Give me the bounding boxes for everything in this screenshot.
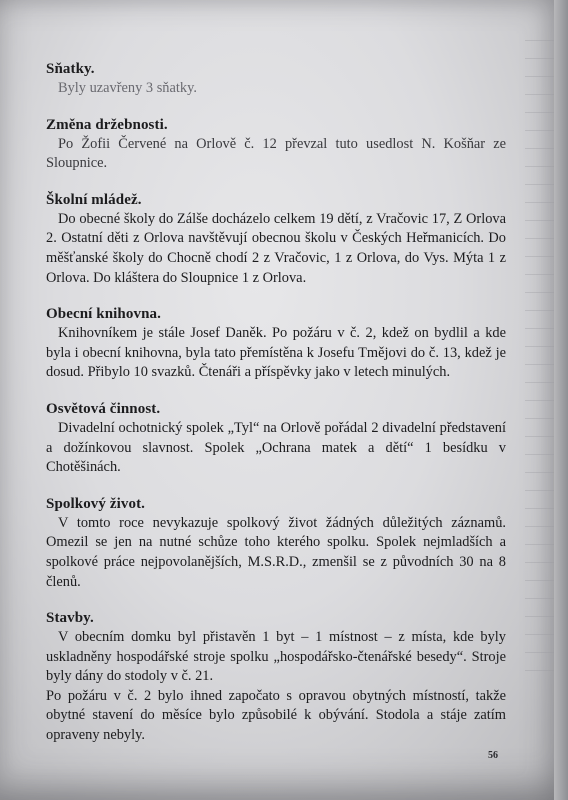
section-heading: Sňatky.: [46, 61, 95, 77]
bleed-through-lines: [525, 40, 555, 730]
page-edge-shadow: [554, 0, 568, 800]
section-paragraph: Po požáru v č. 2 bylo ihned započato s opravou obytných místností, takže obytné stavení do měsíce bylo způsobilé k obývání. Stodola a stáje zatím opraveny nebyly.: [46, 687, 506, 744]
section-school-youth: [46, 191, 506, 288]
section-heading: Změna držebnosti.: [46, 116, 168, 133]
section-heading: Stavby.: [46, 610, 94, 627]
section-paragraph: Po Žofii Červené na Orlově č. 12 převzal tuto usedlost N. Košňar ze Sloupnice.: [46, 135, 506, 172]
section-paragraph: Knihovníkem je stále Josef Daněk. Po požáru v č. 2, kdež on bydlil a kde byla i obecní knihovna, byla tato přemístěna k Josefu Tmějovi do č. 13, kdež je dosud. Přibylo 10 svazků. Čtenáři a příspěvky jako v letech minulých.: [46, 325, 506, 381]
section-heading: Spolkový život.: [46, 495, 146, 512]
section-paragraph: V obecním domku byl přistavěn 1 byt – 1 místnost – z místa, kde byly uskladněny hospodářské stroje spolku „hospodářsko-čtenářské besedy“. Stroje byly dány do stodoly v č. 21.: [46, 629, 506, 685]
section-paragraph: Divadelní ochotnický spolek „Tyl“ na Orlově pořádal 2 divadelní představení a dožínkovou slavnost. Spolek „Ochrana matek a dětí“ 1 besídku v Chotěšinách.: [46, 419, 506, 476]
section-heading: Školní mládež.: [46, 191, 142, 208]
section-paragraph: Do obecné školy do Zálše docházelo celkem 19 dětí, z Vračovic 17, Z Orlova 2. Ostatní děti z Orlova navštěvují obecnou školu v Českých Heřmanicích. Do měšťanské školy do Chocně chodí 2 z Vračovic, 1 z Orlova, do Vys. Mýta 1 z Orlova. Do kláštera do Sloupnice 1 z Orlova.: [46, 210, 506, 286]
section-cultural-activity: [46, 400, 506, 478]
section-club-life: [46, 495, 506, 592]
section-marriages: [46, 60, 506, 99]
section-buildings: [46, 609, 506, 746]
chronicle-text: [46, 60, 506, 763]
section-heading: Obecní knihovna.: [46, 306, 161, 323]
section-ownership-change: [46, 116, 506, 174]
section-library: [46, 305, 506, 383]
section-paragraph: Byly uzavřeny 3 sňatky.: [58, 80, 197, 96]
section-heading: Osvětová činnost.: [46, 400, 161, 417]
page-number: 56: [488, 750, 498, 761]
section-paragraph: V tomto roce nevykazuje spolkový život žádných důležitých záznamů. Omezil se jen na nutné schůze toho kterého spolku. Spolek nejmladších a spolkové práce nejpovolanějších, M.S.R.D., zmenšil se z původních 30 na 8 členů.: [46, 514, 506, 590]
